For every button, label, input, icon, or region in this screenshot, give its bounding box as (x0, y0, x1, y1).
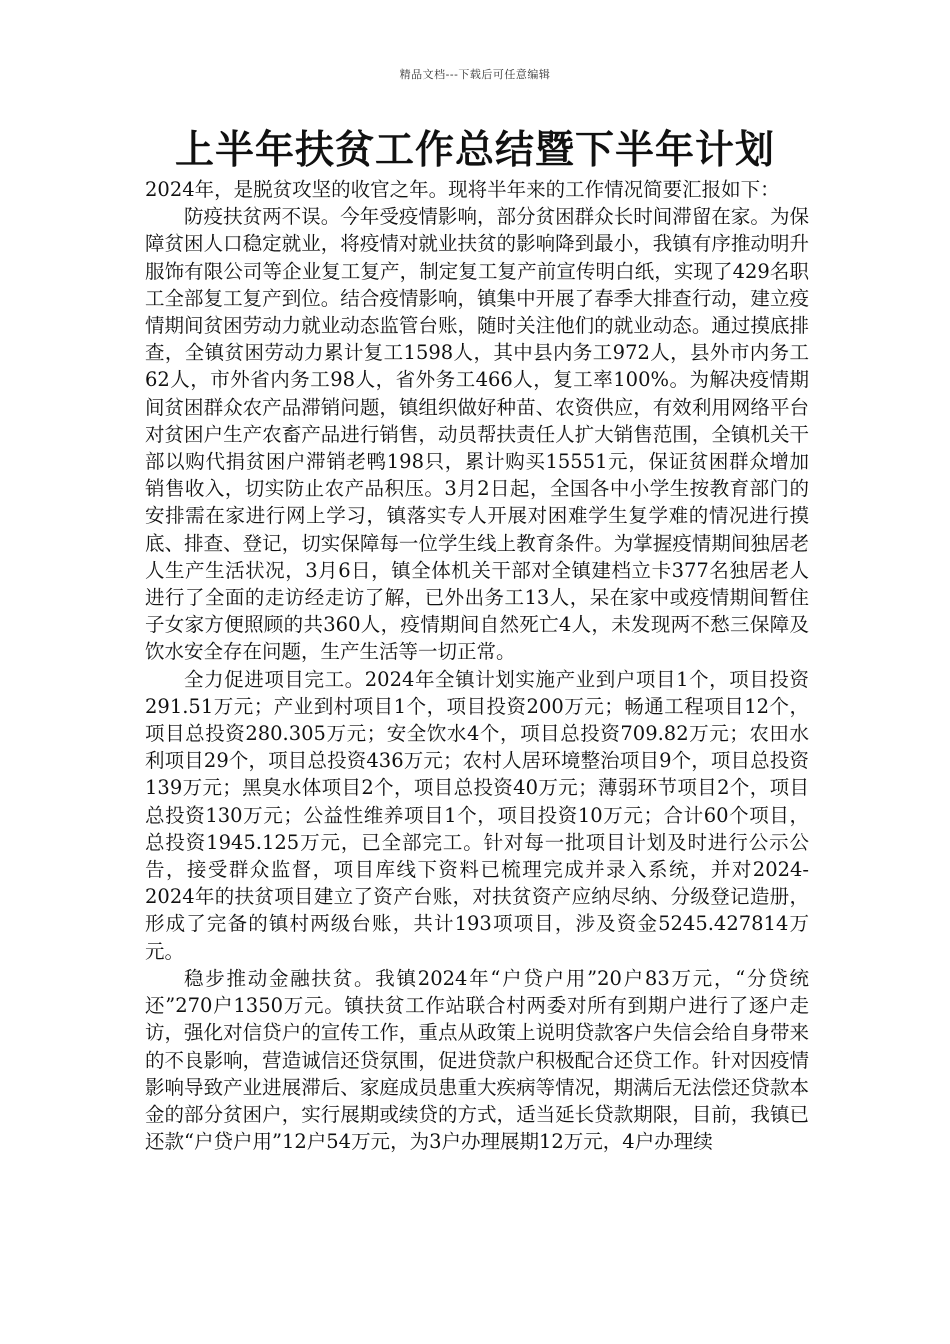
document-body (145, 176, 809, 1155)
paragraph-epidemic-poverty: 防疫扶贫两不误。今年受疫情影响，部分贫困群众长时间滞留在家。为保障贫困人口稳定就业，将疫情对就业扶贫的影响降到最小，我镇有序推动明升服饰有限公司等企业复工复产，制定复工复产前宣传明白纸，实现了429名职工全部复工复产到位。结合疫情影响，镇集中开展了春季大排查行动，建立疫情期间贫困劳动力就业动态监管台账，随时关注他们的就业动态。通过摸底排查，全镇贫困劳动力累计复工1598人，其中县内务工972人，县外市内务工62人，市外省内务工98人，省外务工466人，复工率100%。为解决疫情期间贫困群众农产品滞销问题，镇组织做好种苗、农资供应，有效利用网络平台对贫困户生产农畜产品进行销售，动员帮扶责任人扩大销售范围，全镇机关干部以购代捐贫困户滞销老鸭198只，累计购买15551元，保证贫困群众增加销售收入，切实防止农产品积压。3月2日起，全国各中小学生按教育部门的安排需在家进行网上学习，镇落实专人开展对困难学生复学难的情况进行摸底、排查、登记，切实保障每一位学生线上教育条件。为掌握疫情期间独居老人生产生活状况，3月6日，镇全体机关干部对全镇建档立卡377名独居老人进行了全面的走访经走访了解，已外出务工13人，呆在家中或疫情期间暂住子女家方便照顾的共360人，疫情期间自然死亡4人，未发现两不愁三保障及饮水安全存在问题，生产生活等一切正常。 (145, 205, 809, 664)
header-note: 精品文档---下载后可任意编辑 (399, 68, 551, 81)
intro-paragraph: 2024年，是脱贫攻坚的收官之年。现将半年来的工作情况简要汇报如下： (145, 178, 780, 201)
paragraph-financial-aid: 稳步推动金融扶贫。我镇2024年“户贷户用”20户83万元，“分贷统还”270户1350万元。镇扶贫工作站联合村两委对所有到期户进行了逐户走访，强化对信贷户的宣传工作，重点从政策上说明贷款客户失信会给自身带来的不良影响，营造诚信还贷氛围，促进贷款户积极配合还贷工作。针对因疫情影响导致产业进展滞后、家庭成员患重大疾病等情况，期满后无法偿还贷款本金的部分贫困户，实行展期或续贷的方式，适当延长贷款期限，目前，我镇已还款“户贷户用”12户54万元，为3户办理展期12万元，4户办理续 (145, 966, 809, 1154)
document-title: 上半年扶贫工作总结暨下半年计划 (174, 128, 775, 173)
paragraph-project-completion: 全力促进项目完工。2024年全镇计划实施产业到户项目1个，项目投资291.51万元；产业到村项目1个，项目投资200万元；畅通工程项目12个，项目总投资280.305万元；安全饮水4个，项目总投资709.82万元；农田水利项目29个，项目总投资436万元；农村人居环境整治项目9个，项目总投资139万元；黑臭水体项目2个，项目总投资40万元；薄弱环节项目2个，项目总投资130万元；公益性维养项目1个，项目投资10万元；合计60个项目，总投资1945.125万元，已全部完工。针对每一批项目计划及时进行公示公告，接受群众监督，项目库线下资料已梳理完成并录入系统，并对2024-2024年的扶贫项目建立了资产台账，对扶贫资产应纳尽纳、分级登记造册，形成了完备的镇村两级台账，共计193项项目，涉及资金5245.427814万元。 (145, 667, 809, 963)
